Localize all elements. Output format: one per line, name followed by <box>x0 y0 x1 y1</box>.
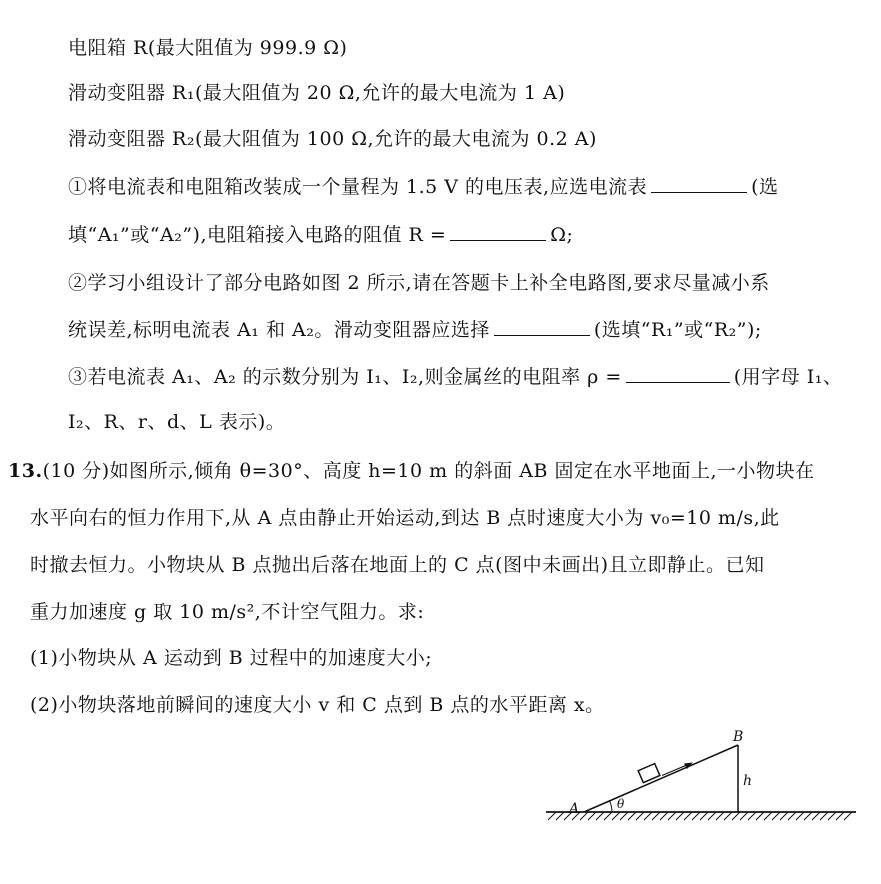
q1-text-before: ①将电流表和电阻箱改装成一个量程为 1.5 V 的电压表,应选电流表 <box>68 176 648 198</box>
q3-text-before: ③若电流表 A₁、A₂ 的示数分别为 I₁、I₂,则金属丝的电阻率 ρ = <box>68 366 622 388</box>
problem-13-line-2: 水平向右的恒力作用下,从 A 点由静止开始运动,到达 B 点时速度大小为 v₀=10 m/s,此 <box>30 507 780 529</box>
q1-text-after-2: Ω; <box>550 224 574 246</box>
problem-13-line-4: 重力加速度 g 取 10 m/s²,不计空气阻力。求: <box>30 601 425 623</box>
ground-hatching <box>548 812 852 820</box>
sub-question-1-line-2 <box>68 220 573 247</box>
sub-question-2-line-2 <box>68 315 762 342</box>
problem-13-line-1 <box>8 456 815 483</box>
problem-13-part-2: (2)小物块落地前瞬间的速度大小 v 和 C 点到 B 点的水平距离 x。 <box>30 694 605 716</box>
q2-text-after: (选填“R₁”或“R₂”); <box>593 319 762 341</box>
answer-blank-resistance[interactable] <box>450 222 546 241</box>
equipment-resistance-box: 电阻箱 R(最大阻值为 999.9 Ω) <box>68 37 348 59</box>
label-b: B <box>733 729 744 745</box>
sub-question-3-line-1 <box>68 362 842 389</box>
angle-arc <box>610 801 612 812</box>
problem-13-intro: (10 分)如图所示,倾角 θ=30°、高度 h=10 m 的斜面 AB 固定在水平地面上,一小物块在 <box>42 460 815 482</box>
sub-question-1-line-1 <box>68 172 779 199</box>
label-theta: θ <box>617 797 625 811</box>
label-a: A <box>569 801 580 817</box>
answer-blank-rheostat[interactable] <box>494 317 590 336</box>
q1-text-before-2: 填“A₁”或“A₂”),电阻箱接入电路的阻值 R = <box>68 224 447 246</box>
equipment-rheostat-r1: 滑动变阻器 R₁(最大阻值为 20 Ω,允许的最大电流为 1 A) <box>68 82 566 104</box>
problem-number: 13. <box>8 460 43 482</box>
sub-question-2-line-1: ②学习小组设计了部分电路如图 2 所示,请在答题卡上补全电路图,要求尽量减小系 <box>68 272 770 294</box>
equipment-rheostat-r2: 滑动变阻器 R₂(最大阻值为 100 Ω,允许的最大电流为 0.2 A) <box>68 128 597 150</box>
q1-text-after: (选 <box>751 176 779 198</box>
label-h: h <box>743 773 753 789</box>
q3-text-after: (用字母 I₁、 <box>733 366 843 388</box>
q2-text-before: 统误差,标明电流表 A₁ 和 A₂。滑动变阻器应选择 <box>68 319 490 341</box>
force-arrow-shaft <box>662 765 688 776</box>
problem-13-part-1: (1)小物块从 A 运动到 B 过程中的加速度大小; <box>30 647 433 669</box>
problem-13-line-3: 时撤去恒力。小物块从 B 点抛出后落在地面上的 C 点(图中未画出)且立即静止。已知 <box>30 554 765 576</box>
answer-blank-resistivity[interactable] <box>626 364 730 383</box>
answer-blank-ammeter[interactable] <box>651 174 747 193</box>
incline-diagram <box>540 725 860 830</box>
sub-question-3-line-2: I₂、R、r、d、L 表示)。 <box>68 411 286 433</box>
incline-surface <box>584 745 738 812</box>
